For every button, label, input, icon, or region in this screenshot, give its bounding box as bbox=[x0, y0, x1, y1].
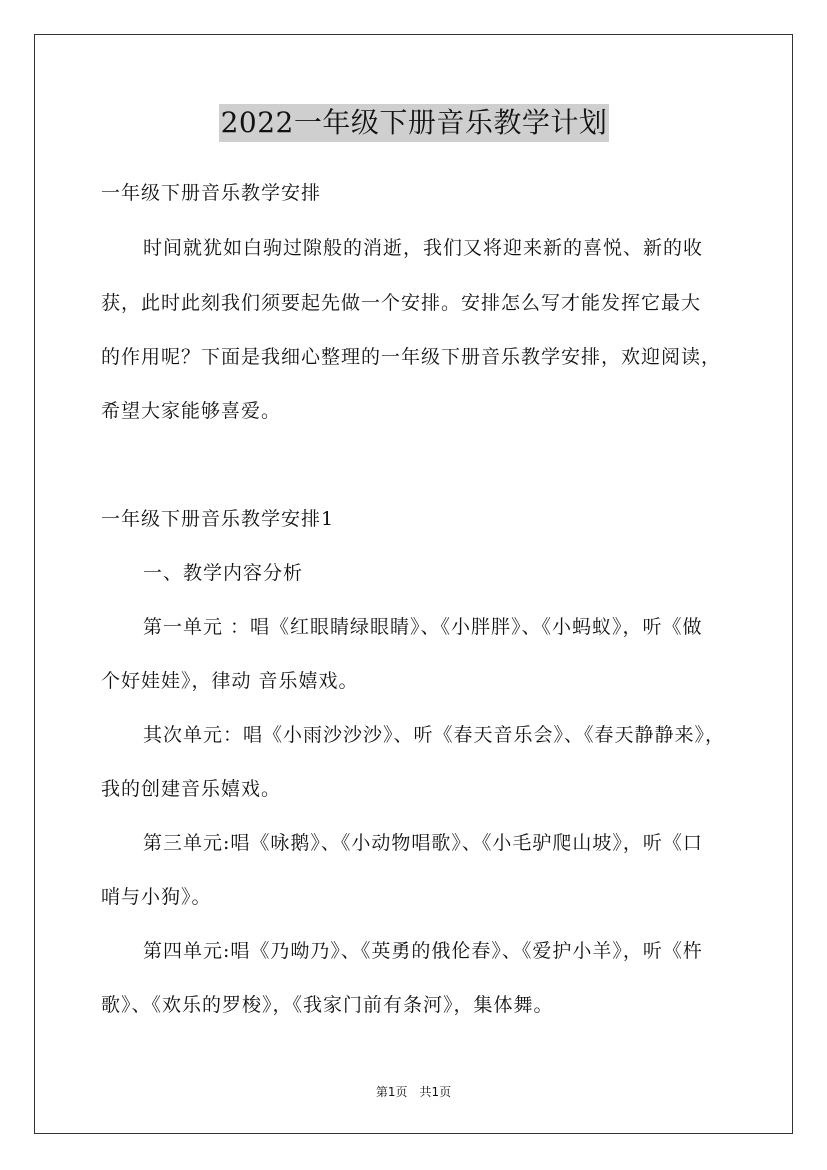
unit-2-line-2: 我的创建音乐嬉戏。 bbox=[101, 778, 282, 800]
section-heading: 一年级下册音乐教学安排1 bbox=[101, 508, 335, 530]
unit-4-line-1: 第四单元:唱《乃呦乃》、《英勇的俄伦春》、《爱护小羊》，听《杵 bbox=[143, 940, 703, 962]
unit-2-line-1: 其次单元：唱《小雨沙沙沙》、听《春天音乐会》、《春天静静来》， bbox=[143, 724, 726, 746]
title-wrap bbox=[101, 104, 727, 142]
intro-line-1: 时间就犹如白驹过隙般的消逝，我们又将迎来新的喜悦、新的收 bbox=[143, 237, 704, 259]
intro-line-3: 的作用呢？下面是我细心整理的一年级下册音乐教学安排，欢迎阅读， bbox=[101, 346, 722, 368]
unit-1-line-1: 第一单元 ：唱《红眼睛绿眼睛》、《小胖胖》、《小蚂蚁》，听《做 bbox=[143, 616, 703, 638]
intro-line-2: 获，此时此刻我们须要起先做一个安排。安排怎么写才能发挥它最大 bbox=[101, 292, 702, 314]
subsection-heading: 一、教学内容分析 bbox=[143, 562, 304, 584]
unit-1-line-2: 个好娃娃》，律动 音乐嬉戏。 bbox=[101, 670, 359, 692]
unit-4-line-2: 歌》、《欢乐的罗梭》，《我家门前有条河》，集体舞。 bbox=[101, 994, 554, 1016]
page-footer: 第1页 共1页 bbox=[375, 1085, 452, 1099]
intro-line-4: 希望大家能够喜爱。 bbox=[101, 400, 282, 422]
document-title: 2022一年级下册音乐教学计划 bbox=[219, 104, 610, 142]
unit-3-line-1: 第三单元:唱《咏鹅》、《小动物唱歌》、《小毛驴爬山坡》，听《口 bbox=[143, 832, 703, 854]
intro-heading: 一年级下册音乐教学安排 bbox=[101, 182, 322, 204]
unit-3-line-2: 哨与小狗》。 bbox=[101, 886, 212, 908]
